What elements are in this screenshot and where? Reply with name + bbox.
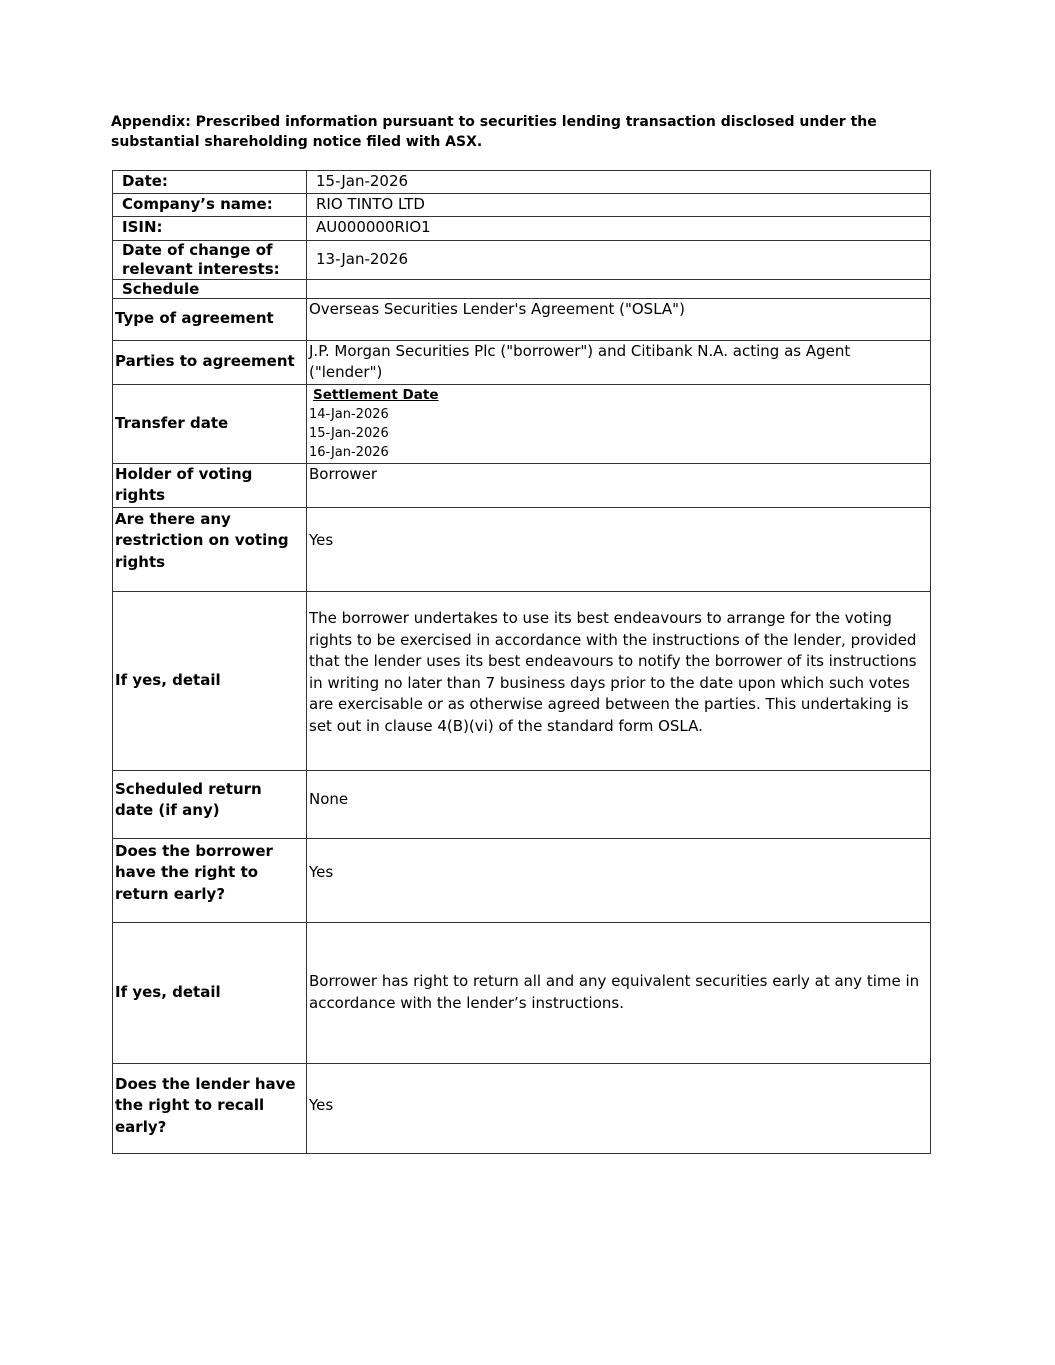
restriction-label: Are there any restriction on voting rights: [113, 507, 307, 591]
date-value: 15-Jan-2026: [307, 171, 931, 194]
date-label: Date:: [113, 171, 307, 194]
settlement-date: 16-Jan-2026: [309, 444, 389, 460]
restriction-value: Yes: [307, 507, 931, 591]
table-row: [113, 922, 931, 1063]
recall-value: Yes: [307, 1063, 931, 1153]
parties-value: J.P. Morgan Securities Plc ("borrower") and Citibank N.A. acting as Agent ("lender"): [307, 340, 931, 384]
settlement-date: 14-Jan-2026: [309, 406, 389, 422]
agreement-type-value: Overseas Securities Lender's Agreement ("OSLA"): [307, 298, 931, 340]
table-row: [113, 298, 931, 340]
table-row: [113, 240, 931, 279]
table-row: [113, 193, 931, 216]
return-detail-label: If yes, detail: [113, 922, 307, 1063]
agreement-type-label: Type of agreement: [113, 298, 307, 340]
return-date-label: Scheduled return date (if any): [113, 770, 307, 838]
settlement-date: 15-Jan-2026: [309, 425, 389, 441]
isin-label: ISIN:: [113, 216, 307, 240]
return-detail-value: Borrower has right to return all and any equivalent securities early at any time in accordance with the lender’s instructions.: [307, 922, 931, 1063]
isin-value: AU000000RIO1: [307, 216, 931, 240]
restriction-detail-label: If yes, detail: [113, 591, 307, 770]
return-early-label: Does the borrower have the right to return early?: [113, 838, 307, 922]
table-row: [113, 507, 931, 591]
disclosure-table: [112, 170, 931, 1154]
holder-label: Holder of voting rights: [113, 463, 307, 507]
holder-value: Borrower: [307, 463, 931, 507]
table-row: [113, 838, 931, 922]
change-date-value: 13-Jan-2026: [307, 240, 931, 279]
table-row: [113, 171, 931, 194]
return-early-value: Yes: [307, 838, 931, 922]
table-row: [113, 279, 931, 298]
return-date-value: None: [307, 770, 931, 838]
table-row: [113, 591, 931, 770]
restriction-detail-value: The borrower undertakes to use its best endeavours to arrange for the voting rights to be exercised in accordance with the instructions of the lender, provided that the lender uses its best endeavours to notify the borrower of its instructions in writing no later than 7 business days prior to the date upon which such votes are exercisable or as otherwise agreed between the parties. This undertaking is set out in clause 4(B)(vi) of the standard form OSLA.: [307, 591, 931, 770]
company-name-value: RIO TINTO LTD: [307, 193, 931, 216]
table-row: [113, 463, 931, 507]
company-name-label: Company’s name:: [113, 193, 307, 216]
table-row: [113, 216, 931, 240]
parties-label: Parties to agreement: [113, 340, 307, 384]
table-row: [113, 384, 931, 463]
schedule-label: Schedule: [113, 279, 307, 298]
change-date-label: Date of change of relevant interests:: [113, 240, 307, 279]
transfer-date-cell: [307, 384, 931, 463]
settlement-date-header: Settlement Date: [313, 386, 439, 403]
transfer-date-label: Transfer date: [113, 384, 307, 463]
table-row: [113, 770, 931, 838]
recall-label: Does the lender have the right to recall early?: [113, 1063, 307, 1153]
table-row: [113, 1063, 931, 1153]
table-row: [113, 340, 931, 384]
schedule-value: [307, 279, 931, 298]
appendix-heading: Appendix: Prescribed information pursuant to securities lending transaction disclosed under the substantial shareholding notice filed with ASX.: [111, 114, 877, 150]
